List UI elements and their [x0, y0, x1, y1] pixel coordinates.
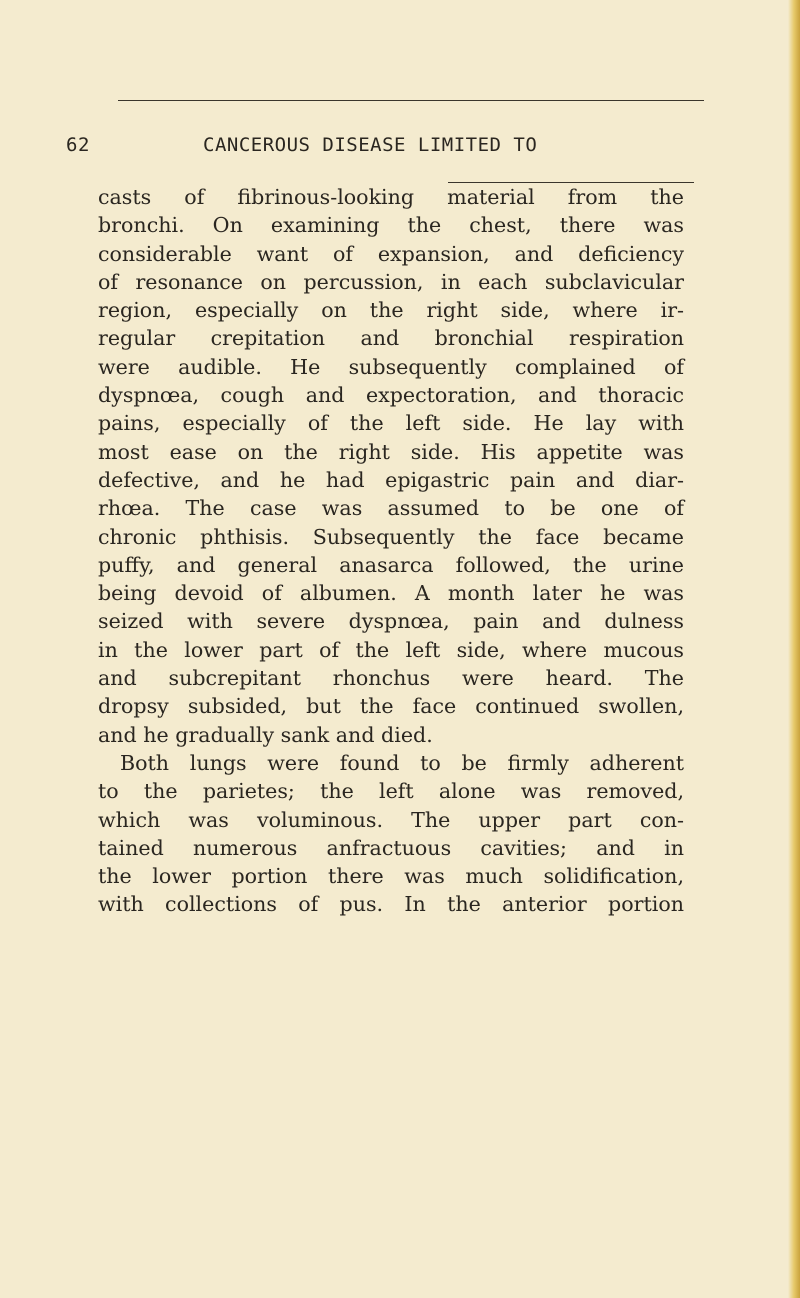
text-line: and he gradually sank and died. — [98, 722, 433, 747]
text-line: were audible. He subsequently complained of — [98, 354, 684, 379]
text-line: which was voluminous. The upper part con- — [98, 807, 684, 832]
text-line: considerable want of expansion, and deficiency — [98, 241, 684, 266]
text-line: pains, especially of the left side. He lay with — [98, 411, 684, 436]
text-line: rhœa. The case was assumed to be one of — [98, 496, 684, 521]
text-line: Both lungs were found to be firmly adherent — [120, 750, 684, 775]
text-line: casts of fibrinous-looking material from the — [98, 185, 684, 209]
text-line: to the parietes; the left alone was removed, — [98, 779, 684, 804]
body-text — [98, 183, 684, 919]
text-line: most ease on the right side. His appetite was — [98, 439, 684, 464]
text-line: bronchi. On examining the chest, there was — [98, 213, 684, 238]
text-line: the lower portion there was much solidification, — [98, 864, 684, 889]
running-header — [66, 130, 700, 160]
page-number: 62 — [66, 134, 90, 156]
text-line: regular crepitation and bronchial respiration — [98, 326, 684, 351]
text-line: defective, and he had epigastric pain and diar- — [98, 467, 684, 492]
text-line: dropsy subsided, but the face continued swollen, — [98, 694, 684, 719]
text-line: tained numerous anfractuous cavities; and in — [98, 835, 684, 860]
running-title: CANCEROUS DISEASE LIMITED TO — [203, 134, 538, 156]
text-line: puffy, and general anasarca followed, the urine — [98, 552, 684, 577]
top-rule — [118, 100, 704, 101]
page-edge — [788, 0, 800, 1298]
text-line: seized with severe dyspnœa, pain and dulness — [98, 609, 684, 634]
text-line: region, especially on the right side, where ir- — [98, 298, 684, 323]
text-line: being devoid of albumen. A month later he was — [98, 581, 684, 606]
text-line: of resonance on percussion, in each subclavicular — [98, 269, 684, 294]
text-line: dyspnœa, cough and expectoration, and thoracic — [98, 383, 684, 408]
text-line: chronic phthisis. Subsequently the face became — [98, 524, 684, 549]
text-line: with collections of pus. In the anterior portion — [98, 892, 684, 917]
text-line: in the lower part of the left side, where mucous — [98, 637, 684, 662]
text-line: and subcrepitant rhonchus were heard. The — [98, 666, 684, 691]
